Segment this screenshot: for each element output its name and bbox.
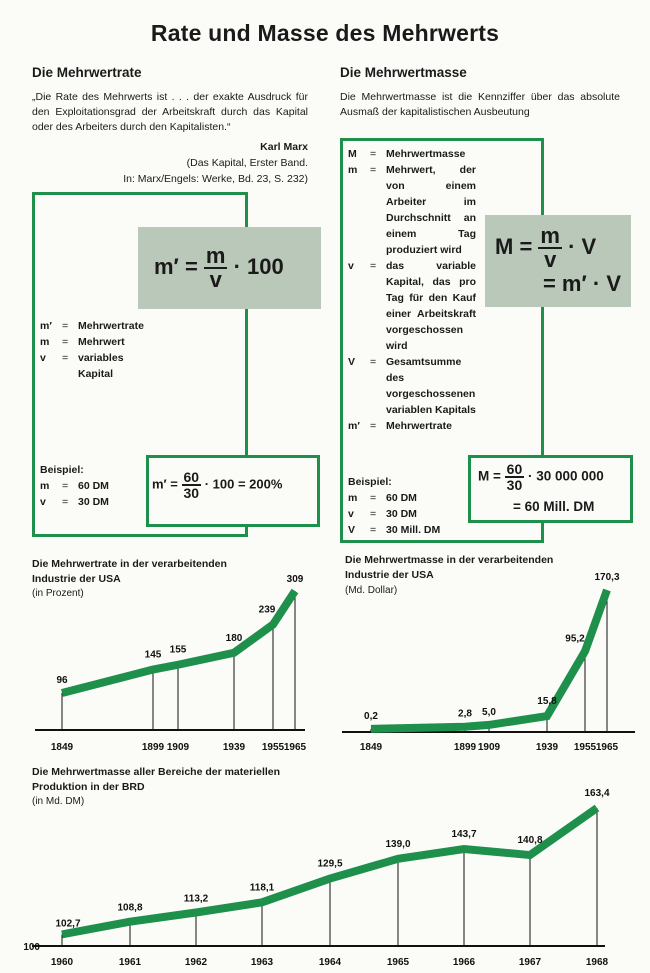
data-label: 139,0 [385,838,411,850]
example-row: m = 60 DM [348,490,440,506]
data-label: 239 [258,604,276,616]
x-tick-label: 1962 [184,957,208,968]
right-example [348,490,440,538]
legend-symbol: m′ [348,420,360,432]
example-value: 30 DM [78,496,109,508]
formula-numerator: m [540,223,560,248]
y-axis-label: 100 [23,942,40,953]
x-tick-label: 1963 [250,957,274,968]
example-fraction [505,462,525,492]
x-tick-label: 1909 [477,742,501,753]
data-label: 118,1 [249,882,275,894]
x-tick-label: 1939 [535,742,559,753]
legend-row: M = Mehrwertmasse [348,146,476,162]
data-label: 155 [169,644,187,656]
legend-symbol: M [348,148,357,160]
x-tick-label: 1966 [452,957,476,968]
legend-row: m = Mehrwert [40,334,148,350]
legend-text: Mehrwertmasse [386,148,466,160]
right-intro: Die Mehrwertmasse ist die Kennziffer über das absolute Ausmaß der kapitalistischen Ausbeutung [340,91,620,118]
example-symbol: v [348,508,354,520]
data-label: 180 [225,632,243,644]
chart3-subtitle: (in Md. DM) [32,796,85,807]
mehrwertmasse-formula-panel [485,215,631,307]
legend-text: Mehrwertrate [78,320,144,332]
legend-row: m = Mehrwert, der von einem Arbeiter im Durchschnitt an einem Tag produziert wird [348,164,476,256]
formula-fraction [538,225,562,271]
quote-source-1: (Das Kapital, Erster Band. [186,157,308,169]
x-tick-label: 1968 [585,957,609,968]
legend-symbol: m [40,336,50,348]
mehrwertmasse-formula [495,225,596,271]
formula-rhs: · V [568,233,597,259]
x-tick-label: 1961 [118,957,142,968]
legend-symbol: m′ [40,320,52,332]
x-tick-label: 1965 [386,957,410,968]
legend-row: v = das variable Kapital, das pro Tag für den Kauf einer Arbeitskraft vorgeschossen wird [348,260,476,352]
formula-denominator: v [209,267,222,292]
legend-symbol: m [348,164,358,176]
left-heading: Die Mehrwertrate [32,65,142,80]
example-value: 30 Mill. DM [386,524,441,536]
legend-row: V = Gesamtsumme des vorgeschossenen variablen Kapitals [348,356,476,416]
formula-denominator: v [544,247,557,272]
example-row: m = 60 DM [40,480,109,492]
x-tick-label: 1899 [453,742,477,753]
quote-source-2: In: Marx/Engels: Werke, Bd. 23, S. 232) [123,173,308,185]
legend-symbol: V [348,356,356,368]
right-example-label: Beispiel: [348,476,392,488]
data-label: 0,2 [364,710,378,722]
example-symbol: m [40,480,50,492]
data-label: 129,5 [317,858,343,870]
example-value: 60 DM [78,480,109,492]
formula-lhs: M = [495,233,533,259]
legend-row: v = variables Kapital [40,350,148,382]
example-rhs: · 30 000 000 [528,468,604,484]
chart-mehrwertmasse-usa [325,540,650,760]
x-tick-label: 1967 [518,957,542,968]
left-example [40,478,109,510]
example-lhs: M = [478,468,501,484]
data-label: 5,0 [482,706,496,718]
quote-author: Karl Marx [260,141,308,153]
example-row: v = 30 DM [348,506,440,522]
legend-symbol: v [40,352,46,364]
legend-text: Mehrwert [78,336,125,348]
data-label: 108,8 [117,902,143,914]
x-tick-label: 1965 [595,742,619,753]
formula-lhs: m′ = [154,253,198,279]
legend-text: Mehrwertrate [386,420,452,432]
chart1-subtitle: (in Prozent) [32,588,84,599]
left-legend [40,318,148,382]
example-row: v = 30 DM [40,496,109,508]
chart1-title: Die Mehrwertrate in der verarbeitenden Industrie der USA [32,558,227,585]
data-label: 96 [56,675,68,686]
legend-text: Gesamtsumme des vorgeschossenen variablen Kapitals [386,356,476,416]
mehrwertrate-formula-panel [138,227,321,309]
legend-row: m′ = Mehrwertrate [40,318,148,334]
formula-numerator: m [205,243,226,268]
chart-mehrwertrate-usa [0,540,325,760]
example-denominator: 30 [183,485,200,501]
marx-quote: „Die Rate des Mehrwerts ist . . . der exakte Ausdruck für den Exploitationsgrad der Arbeitskraft durch das Kapital oder des Arbeiters durch den Kapitalisten.“ [32,91,308,133]
data-label: 145 [144,649,162,661]
legend-text: variables Kapital [78,352,124,380]
chart2-subtitle: (Md. Dollar) [345,585,398,596]
right-example-formula [478,462,604,492]
x-tick-label: 1964 [318,957,342,968]
legend-row: m′ = Mehrwertrate [348,418,476,434]
example-numerator: 60 [183,469,200,485]
example-symbol: V [348,524,356,536]
data-label: 95,2 [565,633,585,645]
legend-text: das variable Kapital, das pro Tag für den Kauf einer Arbeitskraft vorgeschossen wird [386,260,476,352]
data-label: 309 [286,574,304,585]
example-numerator: 60 [506,461,523,477]
data-label: 163,4 [584,788,610,799]
left-example-formula [152,470,282,500]
mehrwertrate-formula [154,245,284,291]
chart3-title: Die Mehrwertmasse aller Bereiche der materiellen Produktion in der BRD [32,766,281,793]
left-example-box [146,455,320,527]
example-line-2: = 60 Mill. DM [513,499,595,514]
example-symbol: m [348,492,358,504]
data-label: 170,3 [594,572,620,583]
formula-rhs: · 100 [233,253,284,279]
chart-mehrwertmasse-brd [0,760,650,973]
x-tick-label: 1909 [166,742,190,753]
example-value: 60 DM [386,492,417,504]
x-tick-label: 1955 [573,742,597,753]
data-label: 140,8 [517,835,543,847]
page-title: Rate und Masse des Mehrwerts [150,20,500,46]
x-tick-label: 1849 [359,742,383,753]
x-tick-label: 1899 [141,742,165,753]
right-heading: Die Mehrwertmasse [340,65,467,80]
example-rhs: · 100 = 200% [204,476,283,492]
formula-fraction [204,245,228,291]
example-value: 30 DM [386,508,417,520]
legend-symbol: v [348,260,354,272]
example-denominator: 30 [506,477,523,493]
formula-line-2: = m′ · V [542,271,621,296]
data-label: 113,2 [183,893,209,905]
chart2-title: Die Mehrwertmasse in der verarbeitenden Industrie der USA [345,554,554,581]
x-tick-label: 1939 [222,742,246,753]
legend-text: Mehrwert, der von einem Arbeiter im Durchschnitt an einem Tag produziert wird [386,164,476,256]
x-tick-label: 1849 [50,742,74,753]
right-legend [348,146,476,434]
left-example-label: Beispiel: [40,464,84,476]
data-label: 102,7 [55,918,81,930]
example-lhs: m′ = [152,476,178,492]
data-label: 2,8 [458,708,472,720]
x-tick-label: 1955 [261,742,285,753]
right-example-box [468,455,633,523]
example-row: V = 30 Mill. DM [348,524,441,536]
data-label: 15,8 [537,696,557,708]
example-fraction [182,470,202,500]
data-label: 143,7 [451,829,477,841]
x-tick-label: 1965 [283,742,307,753]
x-tick-label: 1960 [50,957,74,968]
example-symbol: v [40,496,46,508]
